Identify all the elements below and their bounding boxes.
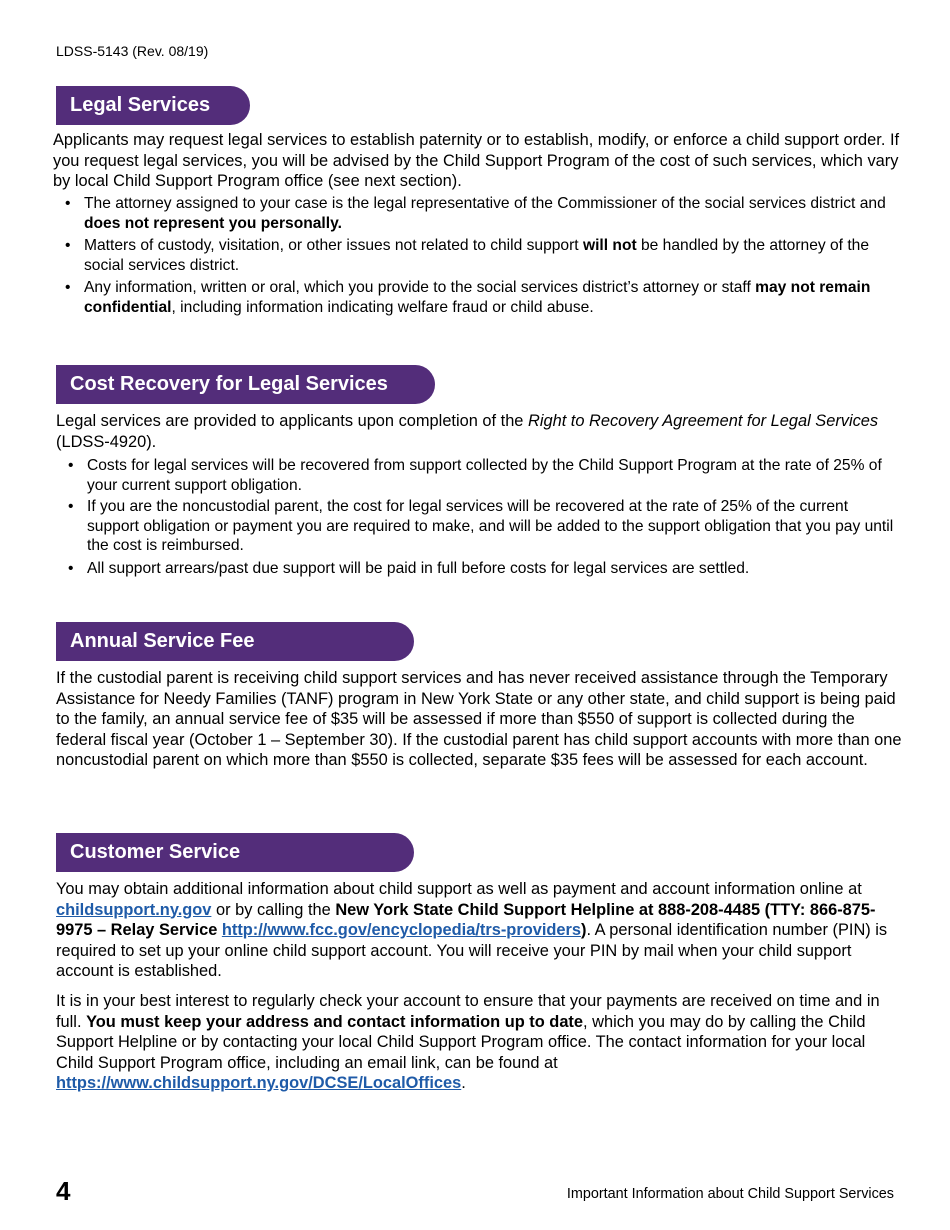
legal-bullet-3 [65,278,904,317]
legal-services-heading: Legal Services [56,86,250,125]
bullet-icon: • [68,498,74,515]
form-id: LDSS-5143 (Rev. 08/19) [56,43,209,59]
customer-service-para-2 [56,991,902,1094]
bullet-bold: does not represent you personally. [84,214,342,232]
para-text: or by calling the [211,900,336,919]
cost-recovery-intro [56,411,904,452]
bullet-text: Matters of custody, visitation, or other issues not related to child support [84,237,583,254]
cost-bullet-1 [68,456,902,495]
cost-bullet-3 [68,559,902,579]
annual-fee-heading: Annual Service Fee [56,622,414,661]
annual-fee-text: If the custodial parent is receiving child support services and has never received assistance through the Temporary Assistance for Needy Families (TANF) program in New York State or any other state, and child support is being paid to the family, an annual service fee of $35 will be assessed if more than $550 of support is collected during the federal fiscal year (October 1 – September 30). If the custodial parent has child support accounts with more than one noncustodial parent on which more than $550 is collected, separate $35 fees will be assessed for each account. [56,669,902,769]
cost-recovery-heading: Cost Recovery for Legal Services [56,365,435,404]
cost-bullet-2 [68,497,902,556]
bullet-icon: • [65,279,71,296]
bullet-icon: • [65,237,71,254]
bullet-text: Costs for legal services will be recovered from support collected by the Child Support Program at the rate of 25% of your current support obligation. [87,457,882,494]
helpline-info: New York State Child Support Helpline at 888-208-4485 (TTY: 866-875-9975 – Relay Service [56,900,876,939]
bullet-tail: be handled by the attorney of the social services district. [84,237,870,274]
bullet-bold: will not [582,237,637,254]
bullet-bold: may not remain confidential [84,279,871,316]
bullet-icon: • [68,560,74,577]
bullet-tail: , including information indicating welfare fraud or child abuse. [171,298,594,316]
legal-bullet-2 [65,236,904,275]
para-text: . [461,1074,466,1092]
customer-service-heading: Customer Service [56,833,414,872]
intro-text: Legal services are provided to applicants upon completion of the [56,412,528,430]
para-text: You may obtain additional information about child support as well as payment and account information online at [56,880,862,898]
bullet-text: The attorney assigned to your case is the legal representative of the Commissioner of the social services district and [84,195,886,212]
agreement-title: Right to Recovery Agreement for Legal Services [527,412,879,430]
fcc-trs-link[interactable]: http://www.fcc.gov/encyclopedia/trs-providers [221,921,582,939]
para-text: , which you may do by calling the Child Support Helpline or by contacting your local Child Support Program office. The contact information for your local Child Support Program office, including an email link, can be found at [56,1012,866,1072]
keep-info-notice: You must keep your address and contact information up to date [86,1012,584,1031]
page-number: 4 [56,1176,71,1206]
bullet-icon: • [68,457,74,474]
intro-tail: (LDSS-4920). [56,432,157,451]
customer-service-para-1 [56,879,902,982]
local-offices-link[interactable]: https://www.childsupport.ny.gov/DCSE/LocalOffices [56,1074,462,1092]
bullet-icon: • [65,195,71,212]
bullet-text: All support arrears/past due support will be paid in full before costs for legal services are settled. [87,560,750,577]
legal-services-intro: Applicants may request legal services to establish paternity or to establish, modify, or enforce a child support order. If you request legal services, you will be advised by the Child Support Program of the cost of such services, which vary by local Child Support Program office (see next section). [53,131,900,190]
legal-bullet-1 [65,194,904,233]
para-text: . A personal identification number (PIN) is required to set up your online child support account. You will receive your PIN by mail when your child support account is established. [56,921,888,980]
bullet-text: Any information, written or oral, which you provide to the social services district’s attorney or staff [84,279,756,296]
childsupport-link[interactable]: childsupport.ny.gov [56,900,212,919]
footer-title: Important Information about Child Support Services [566,1186,894,1202]
para-text: It is in your best interest to regularly check your account to ensure that your payments are received on time and in full. [56,992,880,1031]
bullet-text: If you are the noncustodial parent, the cost for legal services will be recovered at the rate of 25% of the current support obligation or payment you are required to make, and will be added to the support obligation that you pay until the cost is reimbursed. [87,498,894,554]
helpline-close: ) [581,921,587,939]
